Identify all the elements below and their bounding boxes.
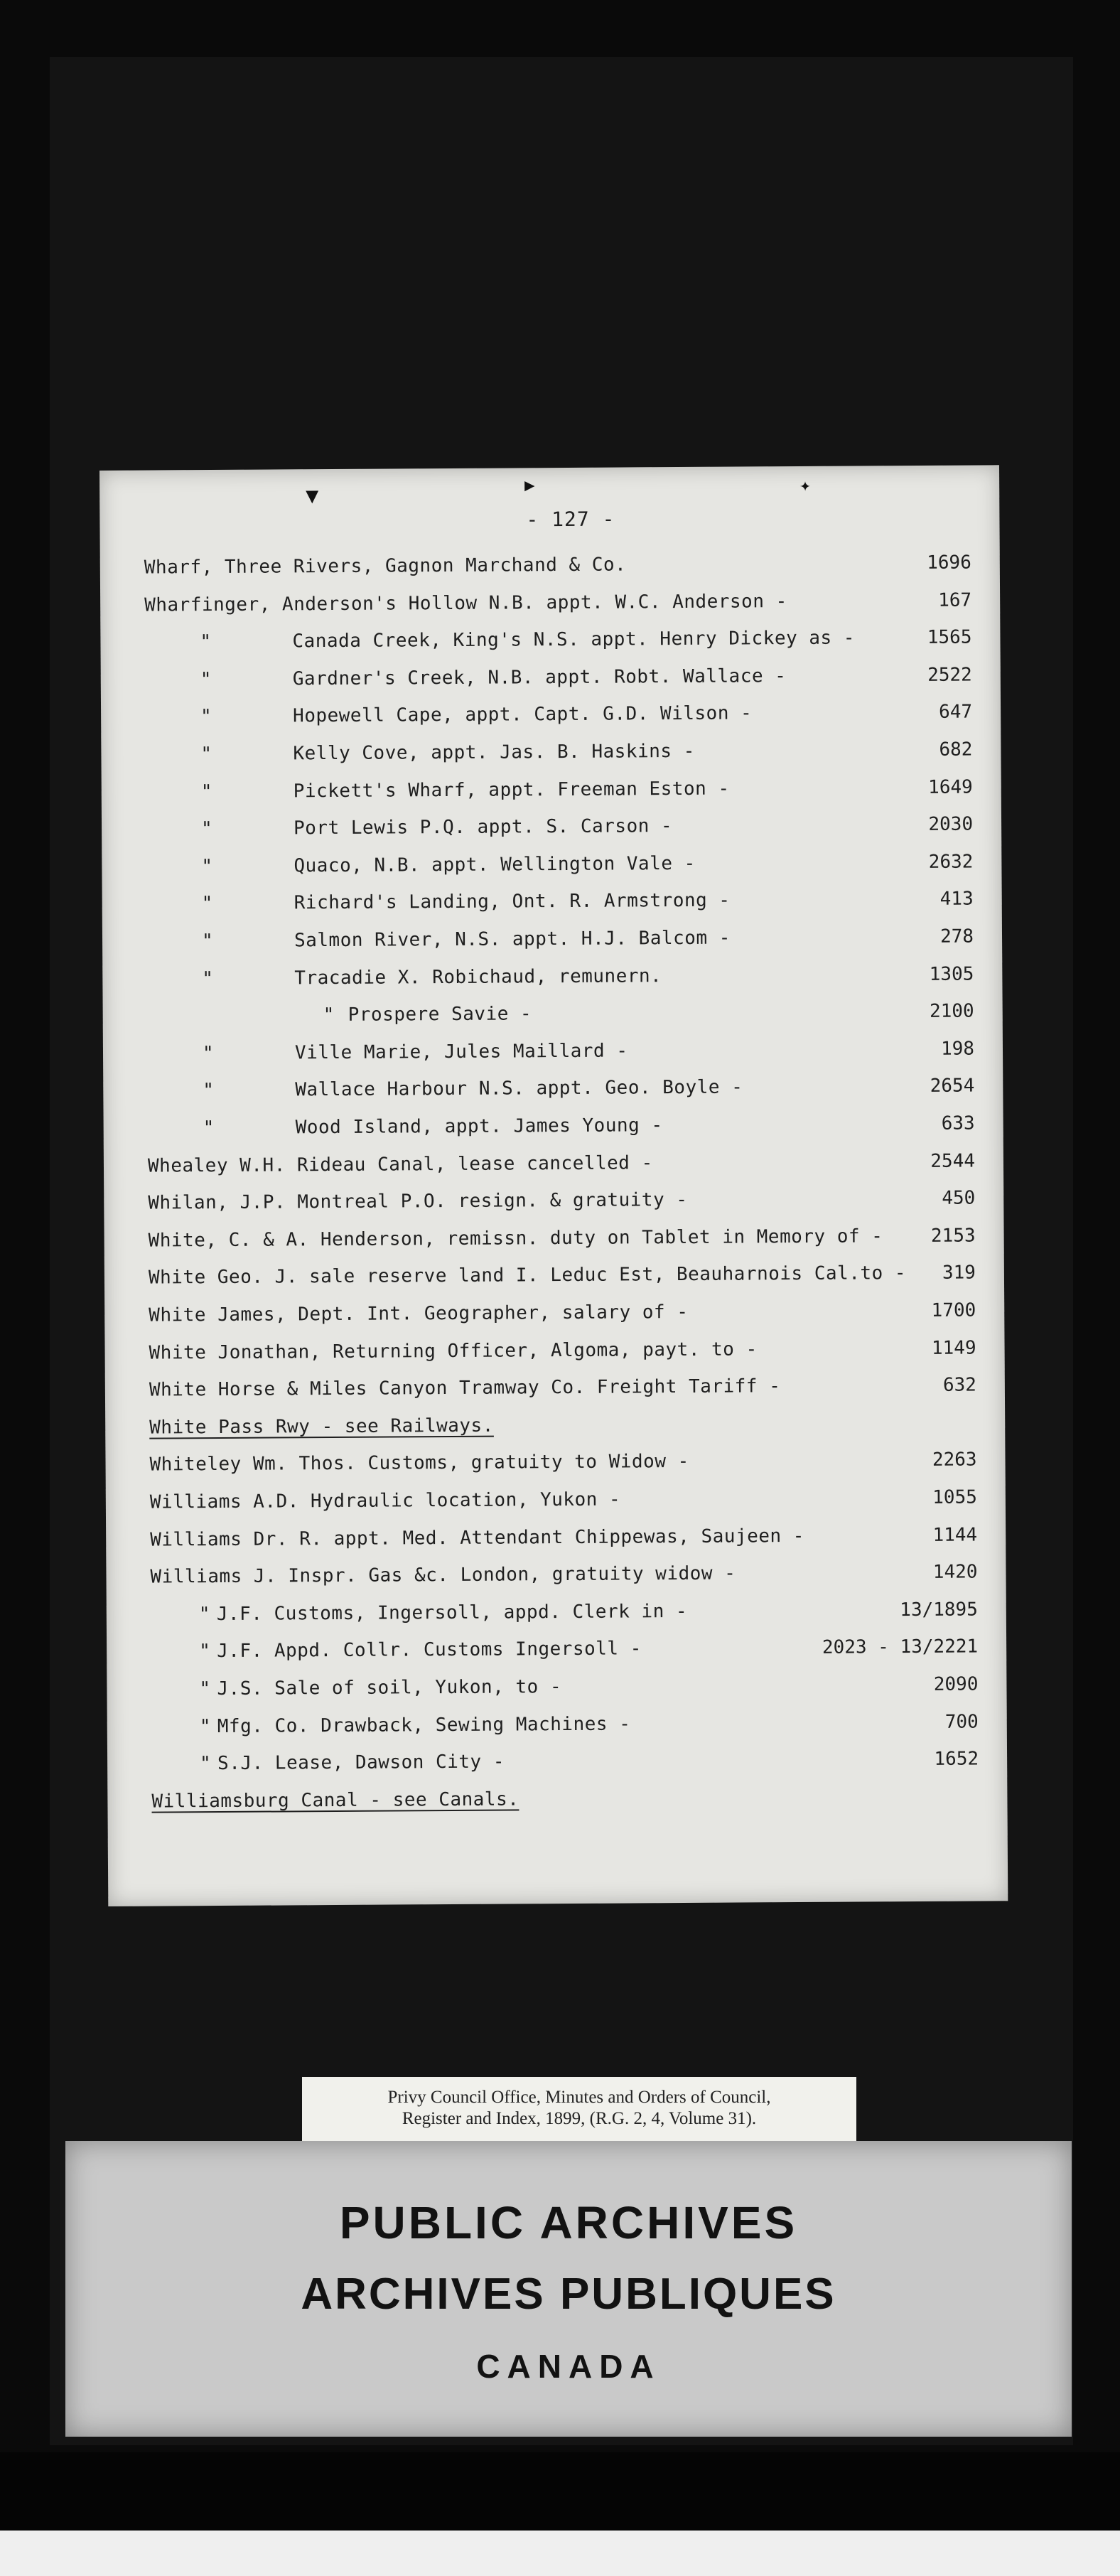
index-entry: [102, 925, 1002, 960]
archives-stamp: [65, 2141, 1072, 2437]
index-entry: [104, 1337, 1004, 1371]
entry-reference-number: 278: [939, 925, 974, 948]
archives-title-en: PUBLIC ARCHIVES: [339, 2197, 798, 2248]
entry-text: White Horse & Miles Canyon Tramway Co. Freight Tariff -: [149, 1375, 781, 1401]
entry-text: Richard's Landing, Ont. R. Armstrong -: [294, 889, 731, 914]
entry-text: White, C. & A. Henderson, remissn. duty on Tablet in Memory of -: [148, 1225, 883, 1252]
index-entry: [104, 1299, 1004, 1333]
entry-reference-number: 1420: [932, 1561, 978, 1584]
ditto-mark: ": [200, 744, 212, 766]
entry-reference-number: 413: [939, 888, 974, 911]
entry-reference-number: 2090: [933, 1673, 979, 1695]
entry-reference-number: 319: [942, 1262, 976, 1284]
index-entry: [107, 1636, 1006, 1670]
entry-text: White Jonathan, Returning Officer, Algoma, payt. to -: [149, 1338, 758, 1364]
ditto-mark: ": [323, 1004, 335, 1026]
entry-text: Whiteley Wm. Thos. Customs, gratuity to Widow -: [149, 1451, 689, 1476]
caption-line-1: Privy Council Office, Minutes and Orders of Council,: [387, 2088, 771, 2107]
entry-text: Quaco, N.B. appt. Wellington Vale -: [294, 852, 696, 877]
index-page: [99, 465, 1008, 1906]
entry-reference-number: 1305: [929, 963, 974, 985]
ditto-mark: ": [198, 1603, 210, 1625]
entry-text: Prospere Savie -: [348, 1003, 532, 1026]
entry-text: S.J. Lease, Dawson City -: [217, 1751, 505, 1775]
entry-reference-number: 450: [942, 1187, 976, 1209]
entry-text: J.F. Customs, Ingersoll, appd. Clerk in -: [216, 1600, 688, 1625]
entry-reference-number: 633: [941, 1112, 975, 1134]
index-entry: [104, 1187, 1003, 1221]
index-entry: [107, 1711, 1007, 1745]
punch-mark-left: ▼: [306, 483, 319, 509]
index-entry: [105, 1449, 1005, 1483]
ditto-mark: ": [203, 1117, 215, 1139]
ditto-mark: ": [203, 1080, 215, 1102]
index-entry: [102, 851, 1001, 885]
index-entry: [102, 776, 1001, 810]
archive-caption: [302, 2077, 856, 2142]
entry-reference-number: 1700: [931, 1299, 976, 1321]
index-entry: [100, 552, 1000, 586]
entry-text: Mfg. Co. Drawback, Sewing Machines -: [217, 1713, 631, 1737]
index-entry: [107, 1748, 1007, 1782]
entry-reference-number: 1652: [934, 1748, 979, 1771]
archives-title-fr: ARCHIVES PUBLIQUES: [301, 2270, 836, 2319]
entry-text: Williams A.D. Hydraulic location, Yukon -: [149, 1488, 621, 1513]
entry-reference-number: 2153: [930, 1225, 976, 1247]
index-entry: [105, 1412, 1005, 1446]
ditto-mark: ": [201, 893, 213, 915]
index-entry: [100, 589, 1000, 623]
entry-reference-number: 1149: [931, 1337, 976, 1359]
entry-reference-number: 13/1895: [900, 1599, 978, 1621]
entry-text: Williams J. Inspr. Gas &c. London, gratuity widow -: [150, 1562, 736, 1588]
index-entry: [107, 1786, 1007, 1820]
ditto-mark: ": [200, 818, 212, 840]
ditto-mark: ": [200, 668, 212, 690]
entry-reference-number: 2632: [928, 851, 974, 873]
entry-reference-number: 1649: [928, 776, 973, 798]
index-entry: [106, 1486, 1006, 1520]
index-entry: [100, 626, 1000, 660]
entry-reference-number: 700: [944, 1711, 979, 1733]
entry-text: White James, Dept. Int. Geographer, salary of -: [149, 1301, 689, 1326]
entry-text: Williams Dr. R. appt. Med. Attendant Chippewas, Saujeen -: [150, 1525, 805, 1551]
entry-reference-number: 1055: [932, 1486, 977, 1508]
entry-reference-number: 2023 - 13/2221: [822, 1636, 979, 1659]
index-entry: [101, 702, 1001, 736]
entry-reference-number: 2030: [928, 813, 974, 836]
entry-text: Pickett's Wharf, appt. Freeman Eston -: [293, 778, 730, 802]
entry-reference-number: 2100: [929, 1000, 974, 1023]
entry-text: Wallace Harbour N.S. appt. Geo. Boyle -: [295, 1076, 743, 1101]
entry-text: Wharf, Three Rivers, Gagnon Marchand & Co.: [144, 554, 627, 579]
index-entry: [106, 1561, 1006, 1595]
ditto-mark: ": [201, 855, 213, 877]
archives-country: CANADA: [476, 2348, 661, 2385]
entry-text: Port Lewis P.Q. appt. S. Carson -: [293, 815, 673, 839]
index-entry: [102, 813, 1001, 847]
entry-text: Wood Island, appt. James Young -: [295, 1115, 663, 1139]
entry-reference-number: 2263: [932, 1449, 977, 1471]
entry-text: J.S. Sale of soil, Yukon, to -: [217, 1676, 562, 1700]
entry-text: Gardner's Creek, N.B. appt. Robt. Wallace -: [292, 665, 787, 690]
bottom-strip: [0, 2531, 1120, 2576]
ditto-mark: ": [200, 1753, 211, 1775]
index-entry: [104, 1112, 1003, 1147]
index-entry: [103, 1000, 1003, 1034]
index-entry: [104, 1262, 1004, 1297]
page-number: - 127 -: [526, 507, 615, 532]
ditto-mark: ": [200, 780, 212, 803]
entry-text: Salmon River, N.S. appt. H.J. Balcom -: [294, 927, 731, 952]
index-entry: [102, 889, 1002, 923]
entry-text: Hopewell Cape, appt. Capt. G.D. Wilson -: [293, 702, 753, 727]
index-entry: [103, 1038, 1003, 1072]
entry-text: Williamsburg Canal - see Canals.: [151, 1788, 519, 1813]
entry-text: Kelly Cove, appt. Jas. B. Haskins -: [293, 740, 695, 765]
index-entry: [101, 664, 1001, 698]
index-entry: [103, 1075, 1003, 1110]
entry-reference-number: 682: [939, 739, 973, 761]
index-entry: [104, 1225, 1004, 1259]
entry-reference-number: 647: [939, 701, 973, 724]
entry-reference-number: 2522: [927, 664, 972, 686]
entry-reference-number: 632: [942, 1374, 976, 1396]
entry-reference-number: 2544: [930, 1150, 976, 1172]
index-entry: [106, 1524, 1006, 1558]
entry-text: Ville Marie, Jules Maillard -: [294, 1040, 628, 1064]
index-entry: [104, 1150, 1003, 1184]
punch-mark-right: ✦: [799, 474, 811, 496]
ditto-mark: ": [199, 1678, 211, 1700]
ditto-mark: ": [199, 1715, 211, 1737]
entry-text: White Geo. J. sale reserve land I. Leduc Est, Beauharnois Cal.to -: [148, 1262, 907, 1289]
ditto-mark: ": [200, 631, 212, 653]
entry-reference-number: 1565: [927, 626, 972, 649]
index-entry: [105, 1374, 1005, 1408]
entry-reference-number: 1144: [932, 1524, 978, 1546]
entry-text: White Pass Rwy - see Railways.: [149, 1415, 494, 1439]
index-entry: [102, 963, 1002, 997]
index-entry: [101, 739, 1001, 773]
punch-mark-center: ▶: [524, 475, 535, 495]
entry-text: Whealey W.H. Rideau Canal, lease cancelled -: [147, 1152, 653, 1177]
entry-reference-number: 198: [940, 1038, 975, 1060]
ditto-mark: ": [202, 1042, 214, 1064]
entry-reference-number: 2654: [930, 1075, 975, 1098]
index-entry: [107, 1673, 1006, 1707]
entry-text: Canada Creek, King's N.S. appt. Henry Dickey as -: [292, 627, 856, 653]
entry-reference-number: 1696: [927, 552, 971, 574]
entry-text: Tracadie X. Robichaud, remunern.: [294, 965, 662, 989]
ditto-mark: ": [201, 930, 213, 952]
entry-text: Whilan, J.P. Montreal P.O. resign. & gratuity -: [148, 1189, 688, 1214]
index-entry: [107, 1599, 1006, 1633]
caption-line-2: Register and Index, 1899, (R.G. 2, 4, Volume 31).: [402, 2109, 757, 2128]
entry-text: Wharfinger, Anderson's Hollow N.B. appt. W.C. Anderson -: [144, 590, 787, 616]
ditto-mark: ": [202, 967, 214, 989]
ditto-mark: ": [199, 1641, 210, 1663]
ditto-mark: ": [200, 706, 212, 728]
entry-reference-number: 167: [938, 589, 972, 611]
entry-text: J.F. Appd. Collr. Customs Ingersoll -: [217, 1638, 642, 1663]
